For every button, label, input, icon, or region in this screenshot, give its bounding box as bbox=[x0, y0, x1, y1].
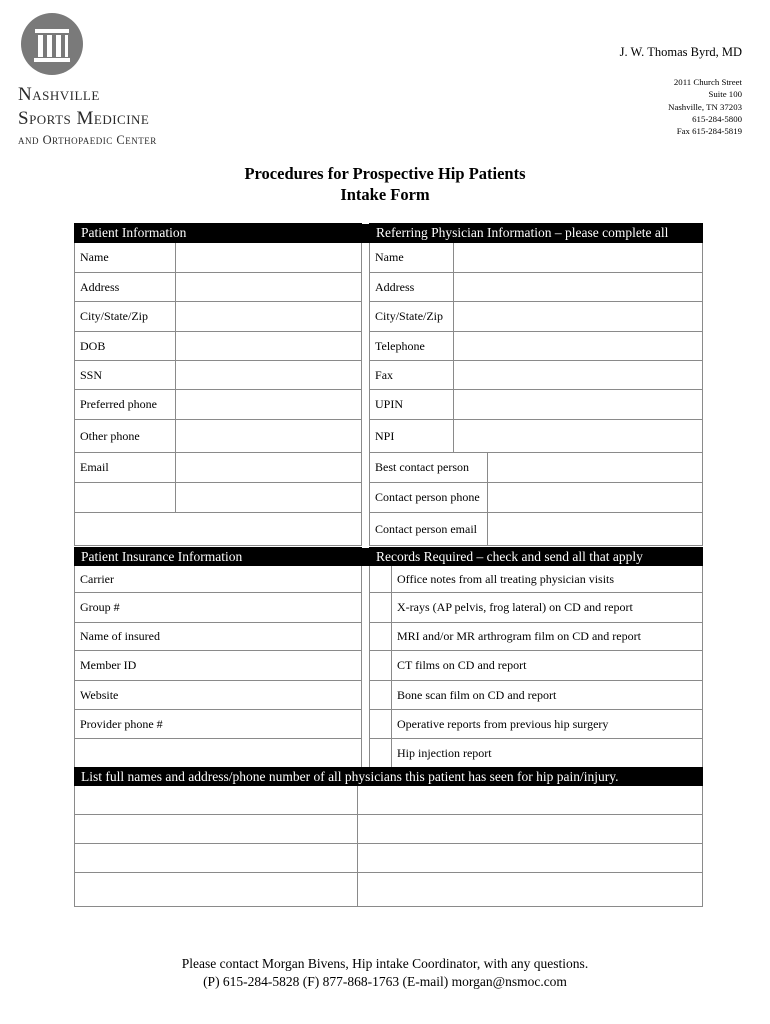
physician-npi-field[interactable] bbox=[454, 420, 703, 453]
patient-city-label: City/State/Zip bbox=[75, 302, 176, 332]
physician-upin-label: UPIN bbox=[370, 390, 454, 420]
address-line: 615-284-5800 bbox=[692, 113, 742, 124]
physician-address-field[interactable] bbox=[454, 273, 703, 302]
patient-extra-row[interactable] bbox=[75, 513, 362, 546]
center-logo bbox=[18, 12, 198, 152]
column-emblem-icon bbox=[20, 12, 84, 76]
patient-dob-field[interactable] bbox=[176, 332, 362, 361]
contact-email-field[interactable] bbox=[488, 513, 703, 546]
physician-npi-label: NPI bbox=[370, 420, 454, 453]
provider-phone-field[interactable]: Provider phone # bbox=[75, 710, 362, 739]
record-item: X-rays (AP pelvis, frog lateral) on CD and report bbox=[392, 593, 703, 623]
patient-ssn-field[interactable] bbox=[176, 361, 362, 390]
logo-line-2: Sports Medicine bbox=[18, 108, 150, 129]
physician-fax-field[interactable] bbox=[454, 361, 703, 390]
best-contact-label: Best contact person bbox=[370, 453, 488, 483]
patient-other-phone-field[interactable] bbox=[176, 420, 362, 453]
physician-list-section bbox=[74, 767, 702, 907]
records-checkbox[interactable] bbox=[370, 710, 392, 739]
website-field[interactable]: Website bbox=[75, 681, 362, 710]
patient-information-header: Patient Information bbox=[75, 224, 362, 243]
record-item: Hip injection report bbox=[392, 739, 703, 768]
footer-line-2: (P) 615-284-5828 (F) 877-868-1763 (E-mail) morgan@nsmoc.com bbox=[203, 974, 567, 989]
patient-city-field[interactable] bbox=[176, 302, 362, 332]
physician-entry-field[interactable] bbox=[75, 844, 358, 873]
patient-address-label: Address bbox=[75, 273, 176, 302]
physician-entry-field[interactable] bbox=[358, 815, 703, 844]
title-line-1: Procedures for Prospective Hip Patients bbox=[244, 164, 526, 183]
physician-entry-field[interactable] bbox=[358, 873, 703, 907]
physician-entry-field[interactable] bbox=[75, 786, 358, 815]
records-checkbox[interactable] bbox=[370, 623, 392, 651]
address-line: 2011 Church Street bbox=[673, 77, 742, 87]
member-id-field[interactable]: Member ID bbox=[75, 651, 362, 681]
doctor-name: J. W. Thomas Byrd, MD bbox=[619, 45, 742, 59]
physician-entry-field[interactable] bbox=[75, 873, 358, 907]
physician-city-label: City/State/Zip bbox=[370, 302, 454, 332]
patient-name-field[interactable] bbox=[176, 243, 362, 273]
insurance-records-section bbox=[74, 547, 702, 768]
address-line: Nashville, TN 37203 bbox=[668, 101, 742, 112]
insurance-extra-field[interactable] bbox=[75, 739, 362, 768]
patient-name-label: Name bbox=[75, 243, 176, 273]
record-item: Bone scan film on CD and report bbox=[392, 681, 703, 710]
record-item: Operative reports from previous hip surgery bbox=[392, 710, 703, 739]
contact-phone-field[interactable] bbox=[488, 483, 703, 513]
physician-city-field[interactable] bbox=[454, 302, 703, 332]
name-of-insured-field[interactable]: Name of insured bbox=[75, 623, 362, 651]
records-checkbox[interactable] bbox=[370, 681, 392, 710]
contact-email-label: Contact person email bbox=[370, 513, 488, 546]
address-block bbox=[668, 76, 742, 137]
patient-other-phone-label: Other phone bbox=[75, 420, 176, 453]
footer-line-1: Please contact Morgan Bivens, Hip intake Coordinator, with any questions. bbox=[181, 956, 589, 971]
physician-fax-label: Fax bbox=[370, 361, 454, 390]
patient-dob-label: DOB bbox=[75, 332, 176, 361]
group-number-field[interactable]: Group # bbox=[75, 593, 362, 623]
carrier-field[interactable]: Carrier bbox=[75, 566, 362, 593]
logo-line-3: and Orthopaedic Center bbox=[18, 133, 157, 147]
patient-extra-field[interactable] bbox=[176, 483, 362, 513]
physician-telephone-field[interactable] bbox=[454, 332, 703, 361]
patient-ssn-label: SSN bbox=[75, 361, 176, 390]
physician-entry-field[interactable] bbox=[358, 786, 703, 815]
best-contact-field[interactable] bbox=[488, 453, 703, 483]
physician-telephone-label: Telephone bbox=[370, 332, 454, 361]
physician-list-header: List full names and address/phone number of all physicians this patient has seen for hip pain/injury. bbox=[75, 768, 703, 786]
record-item: Office notes from all treating physician visits bbox=[392, 566, 703, 593]
address-line: Suite 100 bbox=[708, 89, 742, 100]
physician-name-field[interactable] bbox=[454, 243, 703, 273]
patient-preferred-phone-label: Preferred phone bbox=[75, 390, 176, 420]
patient-email-field[interactable] bbox=[176, 453, 362, 483]
insurance-information-header: Patient Insurance Information bbox=[75, 548, 362, 566]
title-line-2: Intake Form bbox=[340, 185, 430, 204]
physician-entry-field[interactable] bbox=[358, 844, 703, 873]
referring-physician-header: Referring Physician Information – please complete all bbox=[370, 224, 703, 243]
record-item: CT films on CD and report bbox=[392, 651, 703, 681]
physician-entry-field[interactable] bbox=[75, 815, 358, 844]
patient-extra-label[interactable] bbox=[75, 483, 176, 513]
patient-email-label: Email bbox=[75, 453, 176, 483]
record-item: MRI and/or MR arthrogram film on CD and report bbox=[392, 623, 703, 651]
records-checkbox[interactable] bbox=[370, 651, 392, 681]
records-checkbox[interactable] bbox=[370, 739, 392, 768]
physician-address-label: Address bbox=[370, 273, 454, 302]
patient-preferred-phone-field[interactable] bbox=[176, 390, 362, 420]
form-title bbox=[0, 163, 770, 205]
logo-line-1: Nashville bbox=[18, 84, 100, 105]
records-checkbox[interactable] bbox=[370, 566, 392, 593]
contact-footer bbox=[0, 955, 770, 991]
patient-physician-section bbox=[74, 223, 702, 546]
records-required-header: Records Required – check and send all that apply bbox=[370, 548, 703, 566]
contact-phone-label: Contact person phone bbox=[370, 483, 488, 513]
address-line: Fax 615-284-5819 bbox=[676, 126, 742, 137]
records-checkbox[interactable] bbox=[370, 593, 392, 623]
physician-upin-field[interactable] bbox=[454, 390, 703, 420]
physician-name-label: Name bbox=[370, 243, 454, 273]
patient-address-field[interactable] bbox=[176, 273, 362, 302]
